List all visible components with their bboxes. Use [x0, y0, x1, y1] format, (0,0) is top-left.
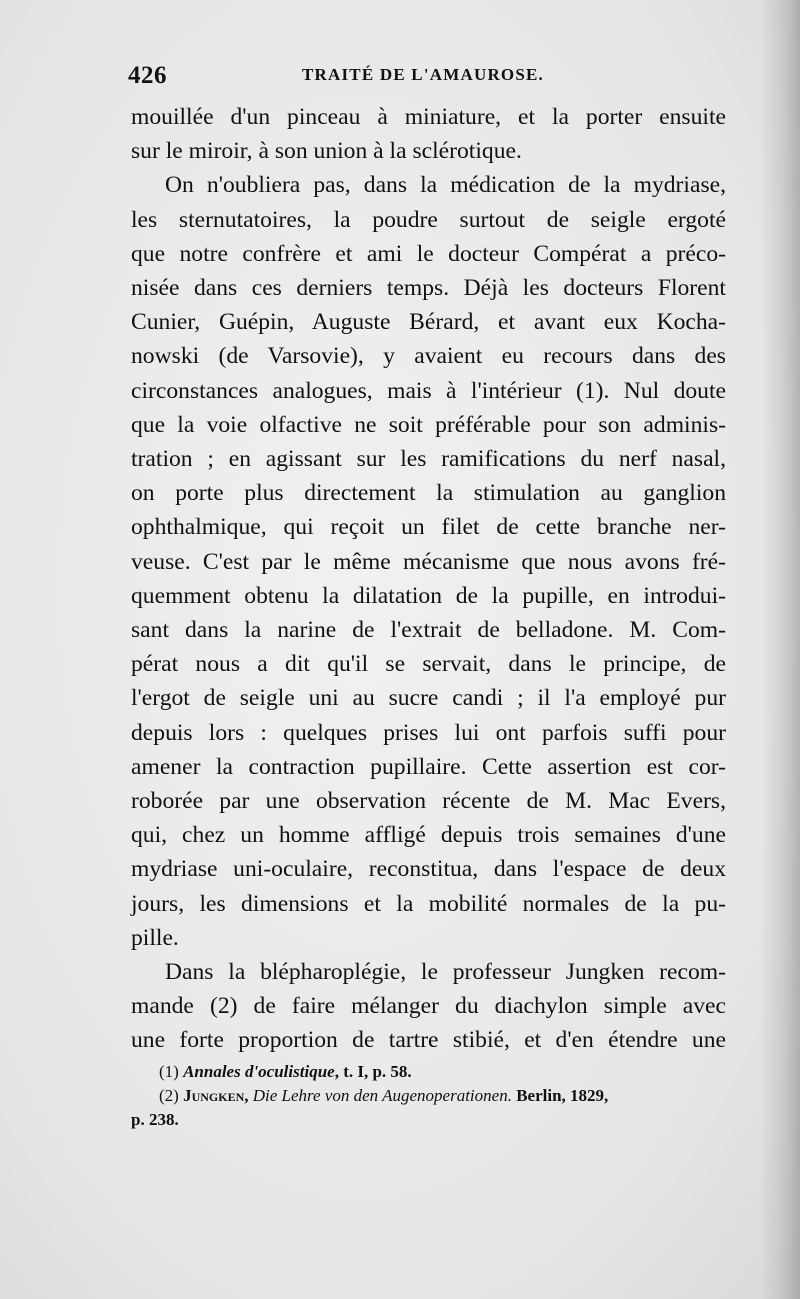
text-line: qui, chez un homme affligé depuis trois semaines d'une — [131, 822, 726, 849]
text-line: on porte plus directement la stimulation au ganglion — [131, 480, 726, 507]
running-header — [128, 62, 728, 92]
footnote-place: Berlin, 1829, — [511, 1086, 609, 1105]
text-line: depuis lors : quelques prises lui ont parfois suffi pour — [131, 719, 726, 746]
text-line: nowski (de Varsovie), y avaient eu recours dans des — [131, 343, 726, 370]
text-line: mande (2) de faire mélanger du diachylon simple avec — [131, 993, 726, 1020]
footnote-1 — [131, 1060, 726, 1084]
footnote-title: Annales d'oculistique — [183, 1062, 335, 1081]
text-line: amener la contraction pupillaire. Cette assertion est cor- — [131, 753, 726, 780]
footnote-author: Jungken — [183, 1086, 245, 1105]
text-line: pille. — [131, 924, 179, 951]
footnote-reference: , t. I, p. 58. — [334, 1062, 412, 1081]
footnote-title: Die Lehre von den Augenoperationen. — [252, 1086, 512, 1105]
text-line: jours, les dimensions et la mobilité normales de la pu- — [131, 890, 726, 917]
text-line: pérat nous a dit qu'il se servait, dans le principe, de — [131, 651, 726, 678]
text-line: Cunier, Guépin, Auguste Bérard, et avant eux Kocha- — [131, 309, 726, 336]
body-text — [131, 100, 726, 1058]
text-line: roborée par une observation récente de M. Mac Evers, — [131, 788, 726, 815]
running-title: TRAITÉ DE L'AMAUROSE. — [302, 65, 544, 84]
footnotes — [131, 1060, 726, 1132]
text-line: que notre confrère et ami le docteur Compérat a préco- — [131, 240, 726, 267]
footnote-marker: (1) — [159, 1062, 179, 1081]
text-line: mouillée d'un pinceau à miniature, et la porter ensuite — [131, 104, 726, 130]
footnote-2: (2) Jungken, Die Lehre von den Augenoperationen. Berlin, 1829, — [159, 1086, 609, 1105]
page-number: 426 — [128, 62, 167, 89]
text-line: sant dans la narine de l'extrait de belladone. M. Com- — [131, 617, 726, 644]
text-line: sur le miroir, à son union à la sclérotique. — [131, 138, 522, 165]
text-line: que la voie olfactive ne soit préférable pour son adminis- — [131, 411, 726, 438]
text-line: circonstances analogues, mais à l'intérieur (1). Nul doute — [131, 377, 726, 404]
page-edge-shadow — [760, 0, 800, 1299]
footnote-2-pages: p. 238. — [131, 1110, 179, 1129]
text-line: Dans la blépharoplégie, le professeur Jungken recom- — [165, 959, 726, 986]
text-line: On n'oubliera pas, dans la médication de la mydriase, — [165, 172, 726, 199]
text-line: une forte proportion de tartre stibié, et d'en étendre une — [131, 1027, 726, 1054]
text-line: tration ; en agissant sur les ramifications du nerf nasal, — [131, 446, 726, 473]
text-line: ophthalmique, qui reçoit un filet de cette branche ner- — [131, 514, 726, 541]
text-line: l'ergot de seigle uni au sucre candi ; il l'a employé pur — [131, 685, 726, 712]
text-line: les sternutatoires, la poudre surtout de seigle ergoté — [131, 206, 726, 233]
footnote-marker: (2) — [159, 1086, 179, 1105]
text-line: veuse. C'est par le même mécanisme que nous avons fré- — [131, 548, 726, 575]
text-line: quemment obtenu la dilatation de la pupille, en introdui- — [131, 582, 726, 609]
text-line: mydriase uni-oculaire, reconstitua, dans l'espace de deux — [131, 856, 726, 883]
text-line: nisée dans ces derniers temps. Déjà les docteurs Florent — [131, 275, 726, 302]
